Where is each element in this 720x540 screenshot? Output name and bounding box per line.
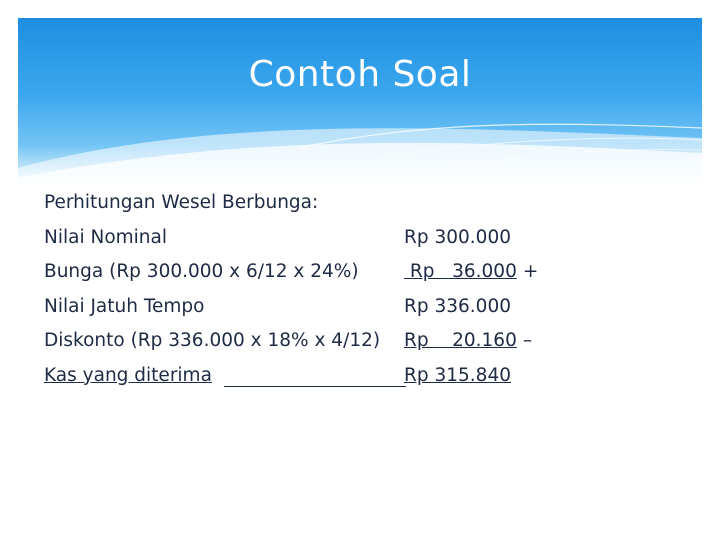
plus-operator: +: [522, 261, 539, 282]
row-label: Bunga (Rp 300.000 x 6/12 x 24%): [44, 261, 359, 282]
calc-row-nilai-jatuh-tempo: [44, 290, 684, 325]
row-value: Rp 315.840: [404, 364, 511, 386]
calc-row-nilai-nominal: [44, 221, 684, 256]
calculation-heading: Perhitungan Wesel Berbunga:: [44, 192, 319, 213]
underline-filler: [224, 386, 406, 387]
row-label: Nilai Nominal: [44, 226, 167, 248]
calculation-block: [44, 186, 684, 393]
row-value: Rp 20.160 –: [404, 330, 533, 351]
row-value: Rp 336.000: [404, 295, 511, 317]
calc-row-diskonto: [44, 324, 684, 359]
row-label: Nilai Jatuh Tempo: [44, 295, 205, 317]
decorative-swoosh: [18, 18, 702, 188]
minus-operator: –: [522, 330, 533, 351]
calc-row-bunga: [44, 255, 684, 290]
page-title: Contoh Soal: [248, 54, 472, 95]
title-banner: [18, 18, 702, 188]
row-value: Rp 36.000 +: [404, 261, 539, 282]
calc-row-kas-yang-diterima: [44, 359, 684, 394]
row-value: Rp 300.000: [404, 226, 511, 248]
row-label: Kas yang diterima: [44, 364, 212, 386]
row-label: Diskonto (Rp 336.000 x 18% x 4/12): [44, 330, 381, 351]
